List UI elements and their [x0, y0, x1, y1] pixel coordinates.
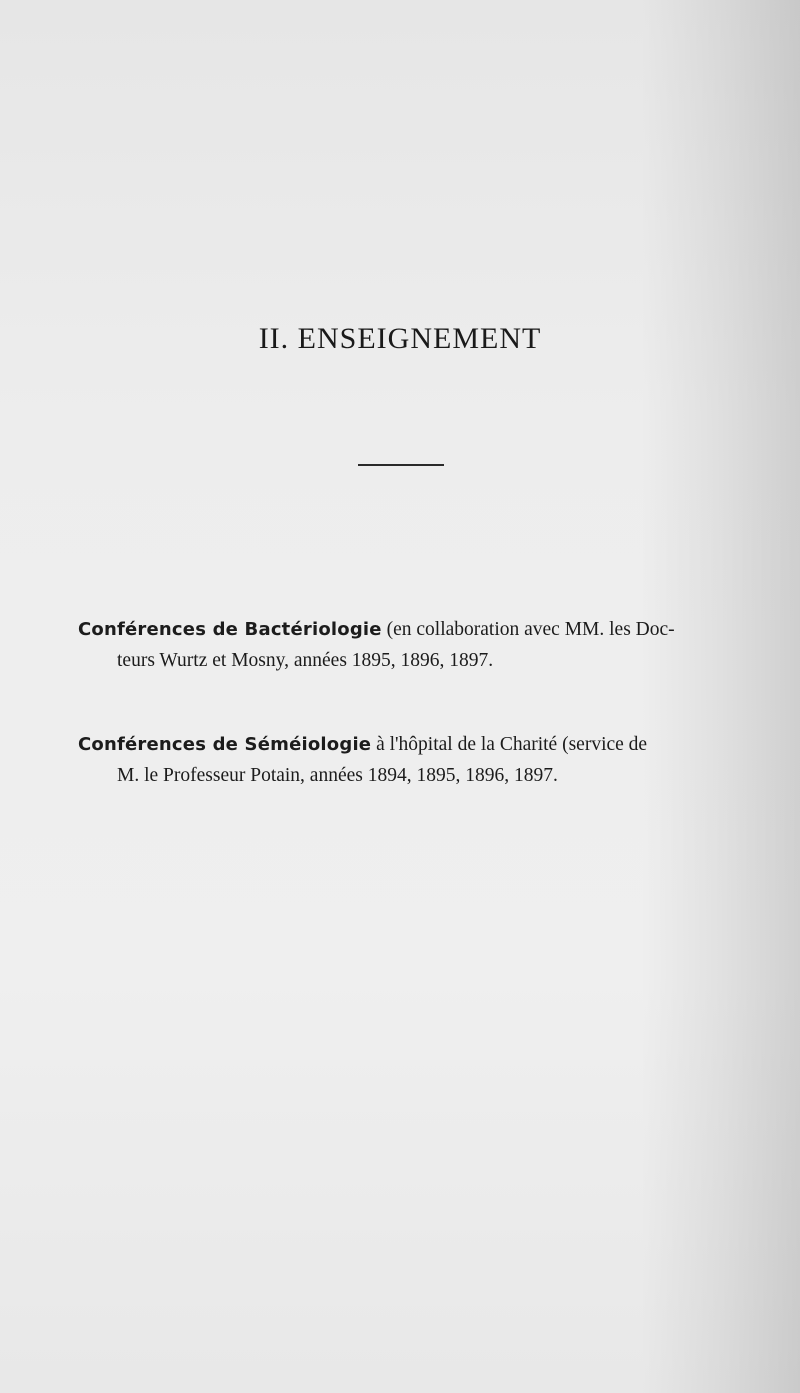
separator-rule — [358, 464, 444, 466]
section-heading: II. ENSEIGNEMENT — [258, 322, 542, 355]
entry-continuation: M. le Professeur Potain, années 1894, 1895, 1896, 1897. — [117, 765, 558, 786]
entry-text: à l'hôpital de la Charité (service de — [371, 734, 648, 755]
teaching-entry-semeiology — [78, 729, 730, 791]
entry-text: (en collaboration avec MM. les Doc- — [381, 619, 675, 640]
teaching-entry-bacteriology — [78, 614, 730, 676]
entry-title: Conférences de Séméiologie — [78, 734, 372, 755]
entry-title: Conférences de Bactériologie — [78, 619, 382, 640]
entry-continuation: teurs Wurtz et Mosny, années 1895, 1896, 1897. — [117, 650, 494, 671]
